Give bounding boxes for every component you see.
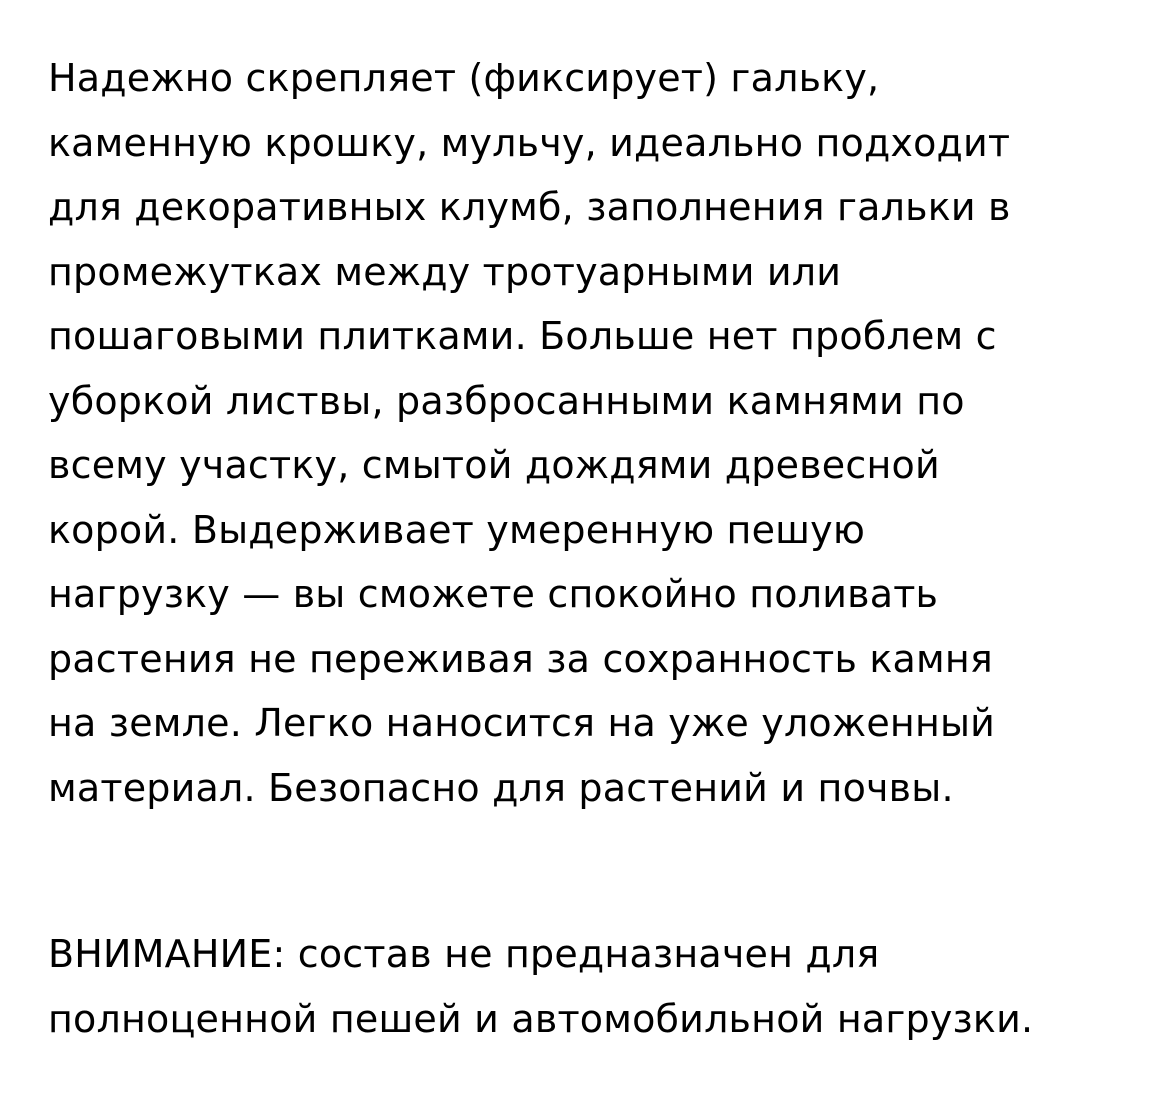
- product-description: [48, 46, 1138, 820]
- warning-paragraph: [48, 922, 1148, 1051]
- description-line: нагрузку — вы сможете спокойно поливать: [48, 572, 939, 616]
- description-paragraph: [48, 46, 1138, 820]
- warning-line: ВНИМАНИЕ: состав не предназначен для: [48, 932, 880, 976]
- description-line: Надежно скрепляет (фиксирует) гальку,: [48, 56, 880, 100]
- description-line: материал. Безопасно для растений и почвы.: [48, 765, 954, 810]
- description-line: на земле. Легко наносится на уже уложенный: [48, 701, 996, 745]
- description-line: растения не переживая за сохранность камня: [48, 636, 993, 681]
- description-line: для декоративных клумб, заполнения гальки в: [48, 185, 1011, 229]
- description-line: всему участку, смытой дождями древесной: [48, 443, 940, 487]
- description-line: промежутках между тротуарными или: [48, 249, 842, 294]
- warning-line: полноценной пешей и автомобильной нагрузки.: [48, 996, 1034, 1041]
- description-line: уборкой листвы, разбросанными камнями по: [48, 378, 965, 423]
- warning-notice: [48, 922, 1148, 1051]
- description-line: пошаговыми плитками. Больше нет проблем с: [48, 314, 997, 358]
- description-line: корой. Выдерживает умеренную пешую: [48, 507, 866, 552]
- description-line: каменную крошку, мульчу, идеально подходит: [48, 120, 1011, 165]
